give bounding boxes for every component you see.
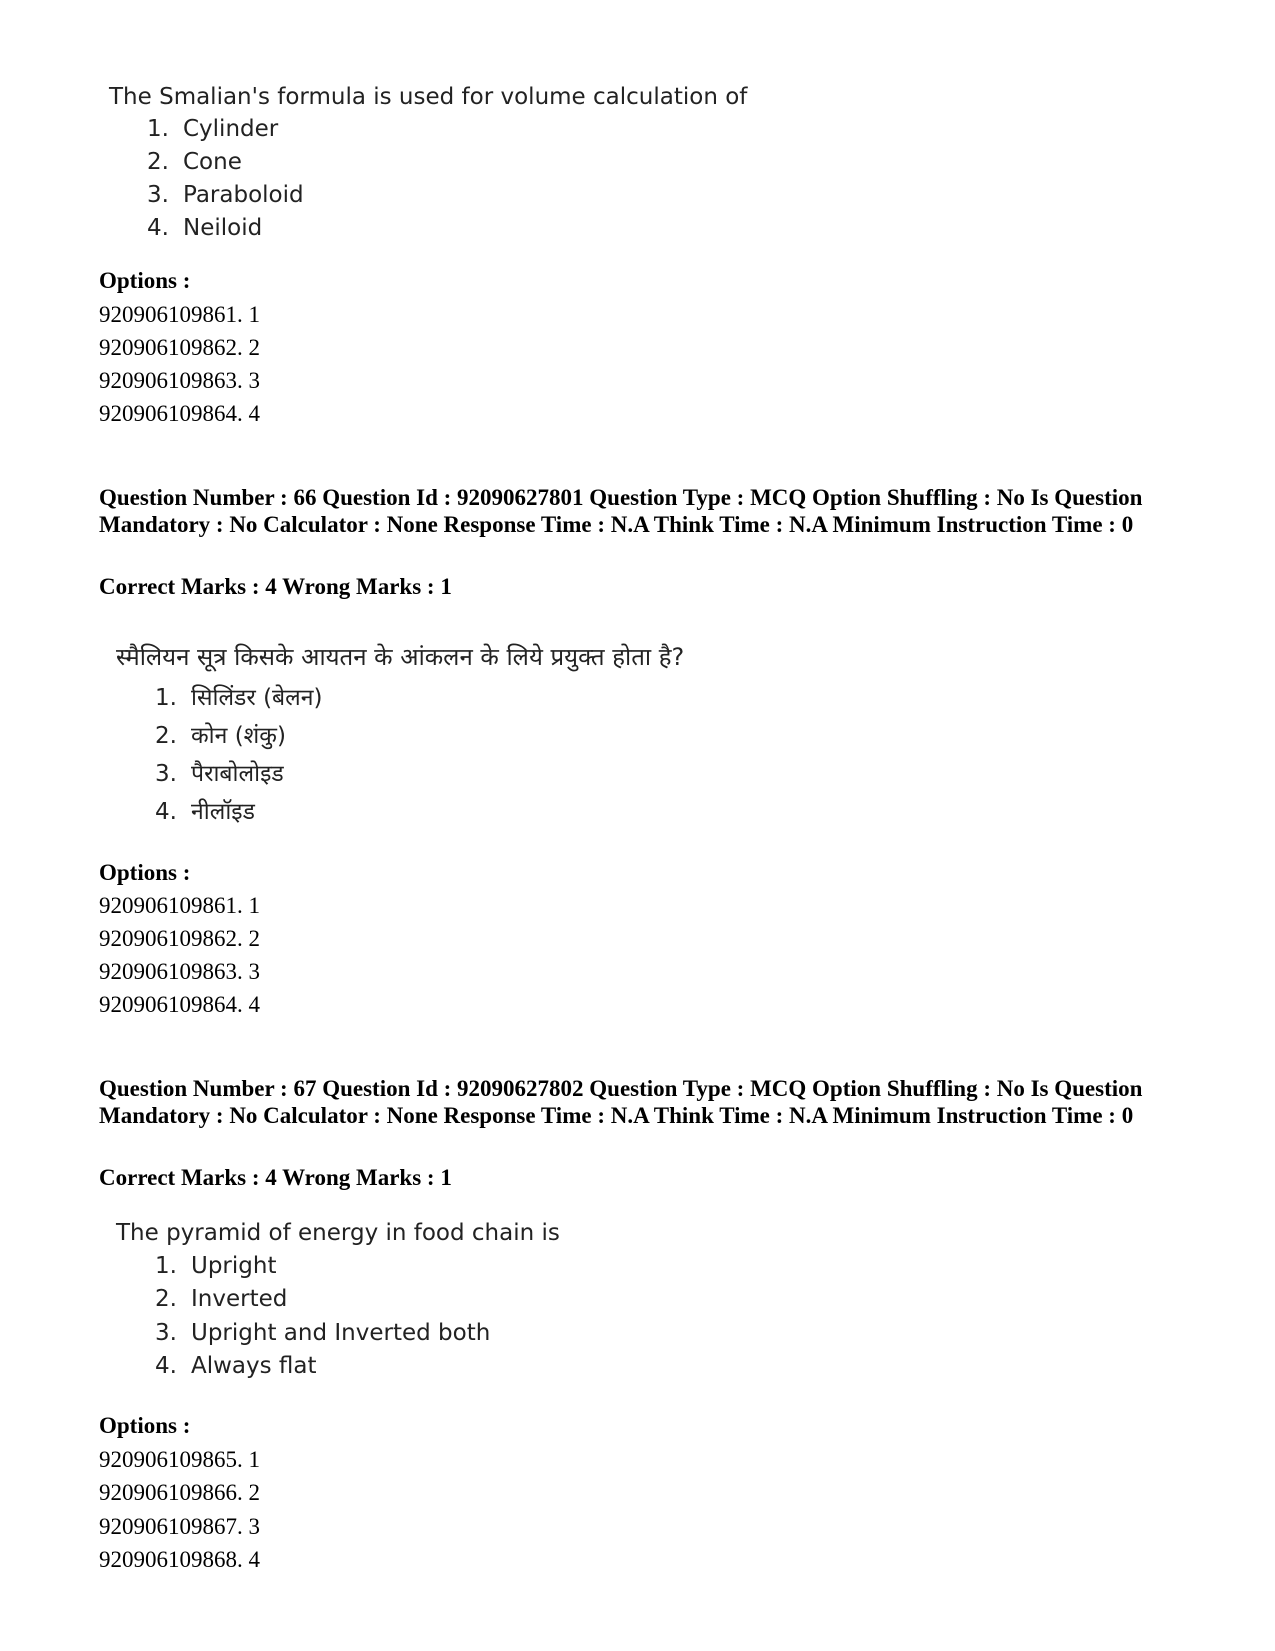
q65-option-4: 920906109864. 4 (99, 401, 260, 426)
q66-option-1: 920906109861. 1 (99, 893, 260, 918)
choice-number: 3. (155, 761, 177, 787)
q66-option-3: 920906109863. 3 (99, 959, 260, 984)
q67-options-label: Options : (99, 1413, 191, 1438)
choice-text: Upright (191, 1253, 277, 1279)
q67-option-2: 920906109866. 2 (99, 1480, 260, 1505)
q66-choice-4 (155, 794, 255, 826)
q65-choice-3 (147, 182, 304, 208)
choice-text: Neiloid (183, 215, 263, 241)
choice-number: 4. (155, 1353, 177, 1379)
q67-marks: Correct Marks : 4 Wrong Marks : 1 (99, 1165, 452, 1190)
choice-number: 2. (155, 1286, 177, 1312)
choice-text: नीलॉइड (191, 799, 255, 825)
q66-metadata: Question Number : 66 Question Id : 92090627801 Question Type : MCQ Option Shuffling : No Is Question Mandatory : No Calculator : None Response Time : N.A Think Time : N.A Minimum Instruction Time : 0 (99, 485, 1143, 537)
q66-question-text: स्मैलियन सूत्र किसके आयतन के आंकलन के लिये प्रयुक्त होता है? (116, 643, 685, 671)
choice-text: Cone (183, 149, 242, 175)
choice-text: कोन (शंकु) (191, 723, 286, 749)
q65-options-label: Options : (99, 268, 191, 293)
choice-number: 2. (155, 723, 177, 749)
q67-option-4: 920906109868. 4 (99, 1547, 260, 1572)
choice-text: Always flat (191, 1353, 317, 1379)
choice-text: पैराबोलोइड (191, 761, 284, 787)
choice-number: 4. (155, 799, 177, 825)
q67-question-text: The pyramid of energy in food chain is (116, 1220, 560, 1246)
q67-choice-4 (155, 1353, 317, 1379)
q66-choice-1 (155, 680, 323, 712)
q65-option-3: 920906109863. 3 (99, 368, 260, 393)
q65-choice-4 (147, 215, 262, 241)
q65-choice-2 (147, 149, 242, 175)
q66-option-2: 920906109862. 2 (99, 926, 260, 951)
choice-text: Paraboloid (183, 182, 304, 208)
choice-number: 1. (155, 685, 177, 711)
choice-number: 1. (147, 116, 169, 142)
q67-option-3: 920906109867. 3 (99, 1514, 260, 1539)
q65-option-1: 920906109861. 1 (99, 302, 260, 327)
choice-number: 3. (147, 182, 169, 208)
q67-choice-1 (155, 1253, 276, 1279)
q67-metadata: Question Number : 67 Question Id : 92090627802 Question Type : MCQ Option Shuffling : No Is Question Mandatory : No Calculator : None Response Time : N.A Think Time : N.A Minimum Instruction Time : 0 (99, 1076, 1143, 1128)
choice-number: 3. (155, 1320, 177, 1346)
q66-option-4: 920906109864. 4 (99, 992, 260, 1017)
q66-choice-3 (155, 756, 284, 788)
q65-option-2: 920906109862. 2 (99, 335, 260, 360)
q67-option-1: 920906109865. 1 (99, 1447, 260, 1472)
q65-question-text: The Smalian's formula is used for volume calculation of (109, 84, 748, 110)
choice-text: Cylinder (183, 116, 279, 142)
q66-marks: Correct Marks : 4 Wrong Marks : 1 (99, 574, 452, 599)
q67-choice-2 (155, 1286, 287, 1312)
choice-text: Upright and Inverted both (191, 1320, 491, 1346)
q67-choice-3 (155, 1320, 490, 1346)
choice-text: Inverted (191, 1286, 288, 1312)
q65-choice-1 (147, 116, 278, 142)
choice-text: सिलिंडर (बेलन) (191, 685, 323, 711)
choice-number: 1. (155, 1253, 177, 1279)
q66-options-label: Options : (99, 860, 191, 885)
choice-number: 2. (147, 149, 169, 175)
choice-number: 4. (147, 215, 169, 241)
q66-choice-2 (155, 718, 286, 750)
